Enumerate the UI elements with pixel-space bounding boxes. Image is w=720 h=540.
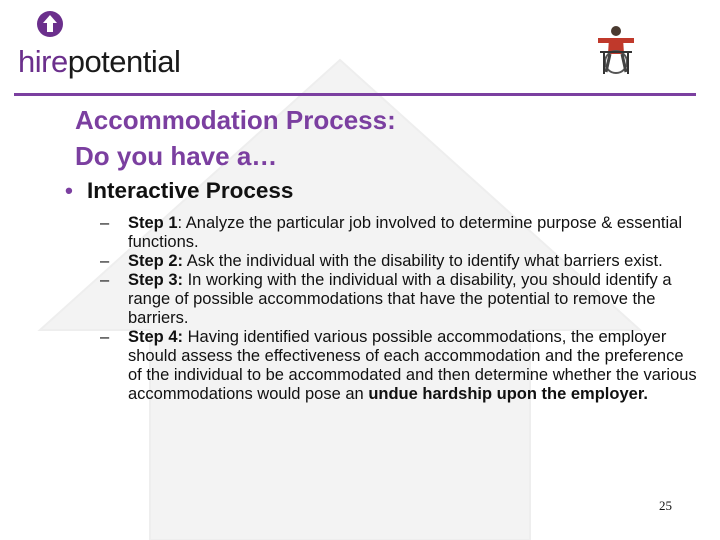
header-divider: [14, 93, 696, 96]
step-label: Step 4:: [128, 328, 184, 346]
steps-list: [98, 214, 698, 404]
title-line-2: Do you have a…: [75, 141, 278, 171]
step-dash: –: [100, 271, 110, 289]
step-label: Step 1: [128, 214, 178, 232]
step-text: : Analyze the particular job involved to determine purpose & essential functions.: [128, 214, 682, 251]
wheelchair-user-icon: [592, 24, 642, 76]
step-label: Step 3:: [128, 271, 184, 289]
slide-title: [75, 102, 396, 174]
step-dash: –: [100, 328, 110, 346]
bullet-interactive-process: [65, 177, 293, 205]
title-line-1: Accommodation Process:: [75, 105, 396, 135]
hirepotential-logo: [18, 44, 180, 80]
step-text: In working with the individual with a disability, you should identify a range of possible accommodations that have the potential to remove the barriers.: [128, 271, 672, 327]
step-item: [98, 271, 698, 328]
step-text: Ask the individual with the disability to identify what barriers exist.: [183, 252, 663, 270]
page-number: 25: [659, 498, 672, 513]
step-item: [98, 252, 698, 271]
step-item: [98, 328, 698, 404]
step-dash: –: [100, 214, 110, 232]
logo-hire-text: hire: [18, 44, 68, 79]
logo-potential-text: potential: [67, 44, 181, 79]
step-text: Having identified various possible accommodations, the employer should assess the effectiveness of each accommodation and the preference of the individual to be accommodated and then determine whether the various accommodations would pose an: [128, 328, 697, 403]
step-dash: –: [100, 252, 110, 270]
step-label: Step 2:: [128, 252, 184, 270]
step-item: [98, 214, 698, 252]
bullet-label: Interactive Process: [87, 178, 294, 203]
bullet-dot-icon: •: [65, 178, 73, 203]
step-emphasis: undue hardship upon the employer.: [368, 385, 648, 403]
up-arrow-circle-icon: [36, 10, 64, 38]
